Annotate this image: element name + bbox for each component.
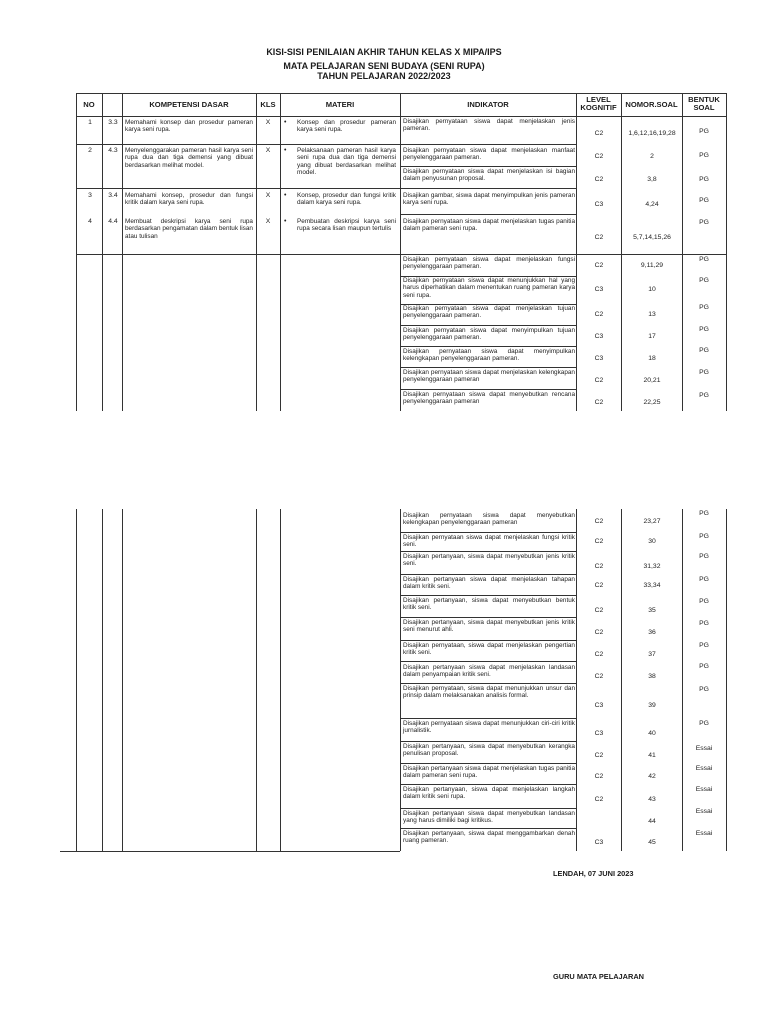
- nomor-soal: 37: [648, 651, 656, 658]
- indicator-separator: [400, 551, 576, 552]
- bentuk-soal: PG: [699, 176, 709, 183]
- level-kognitif: C3: [594, 333, 604, 340]
- header-bentuk: BENTUK: [688, 95, 720, 104]
- nomor-soal: 5,7,14,15,26: [633, 234, 671, 241]
- level-kognitif: C2: [594, 262, 604, 269]
- level-kognitif: C2: [594, 176, 604, 183]
- row-separator: [76, 188, 400, 189]
- bentuk-soal: PG: [699, 642, 709, 649]
- bentuk-soal: Essai: [695, 808, 713, 815]
- bentuk-soal: Essai: [695, 830, 713, 837]
- column-line: [122, 93, 123, 411]
- level-kognitif: C2: [594, 773, 604, 780]
- header-kompetensi-dasar: KOMPETENSI DASAR: [149, 100, 229, 109]
- column-line: [76, 509, 77, 851]
- indicator-separator: [400, 254, 576, 255]
- indicator-separator: [400, 640, 576, 641]
- kls-value: X: [265, 147, 271, 154]
- indicator-separator: [400, 188, 576, 189]
- bentuk-soal: PG: [699, 347, 709, 354]
- bentuk-soal: PG: [699, 197, 709, 204]
- indicator-separator: [400, 784, 576, 785]
- level-kognitif: C2: [594, 130, 604, 137]
- indicator-separator: [400, 389, 576, 390]
- indicator-text: Disajikan pernyataan siswa dapat menjelaskan manfaat penyelenggaraan pameran.: [403, 147, 575, 162]
- level-kognitif: C3: [594, 839, 604, 846]
- nomor-soal: 44: [648, 818, 656, 825]
- signature-date: LENDAH, 07 JUNI 2023: [553, 869, 634, 878]
- indicator-separator: [400, 325, 576, 326]
- nomor-soal: 22,25: [643, 399, 661, 406]
- header-indikator: INDIKATOR: [467, 100, 509, 109]
- level-kognitif: C3: [594, 702, 604, 709]
- kd-text: Memahami konsep dan prosedur pameran karya seni rupa.: [125, 119, 253, 134]
- indicator-separator: [400, 808, 576, 809]
- indicator-separator: [400, 144, 576, 145]
- header-nomor-soal: NOMOR.SOAL: [625, 100, 678, 109]
- level-kognitif: C2: [594, 377, 604, 384]
- level-kognitif: C2: [594, 607, 604, 614]
- column-line: [576, 93, 577, 411]
- nomor-soal: 1,6,12,16,19,28: [628, 130, 676, 137]
- column-line: [280, 509, 281, 851]
- kd-number: 4.3: [108, 147, 118, 154]
- row-separator: [76, 144, 400, 145]
- indicator-separator: [400, 346, 576, 347]
- bentuk-soal: PG: [699, 576, 709, 583]
- bentuk-soal: PG: [699, 369, 709, 376]
- document-title: KISI-SISI PENILAIAN AKHIR TAHUN KELAS X MIPA/IPS: [266, 47, 502, 57]
- nomor-soal: 40: [648, 730, 656, 737]
- kd-number: 3.4: [108, 192, 118, 199]
- kls-value: X: [265, 218, 271, 225]
- level-kognitif: C2: [594, 518, 604, 525]
- indicator-text: Disajikan pertanyaan, siswa dapat menjelaskan langkah dalam kritik seni rupa.: [403, 786, 575, 801]
- indicator-separator: [400, 166, 576, 167]
- bentuk-soal: PG: [699, 277, 709, 284]
- indicator-text: Disajikan gambar, siswa dapat menyimpulkan jenis pameran karya seni rupa.: [403, 192, 575, 207]
- bentuk-soal: PG: [699, 533, 709, 540]
- indicator-text: Disajikan pernyataan siswa dapat menjelaskan tujuan penyelenggaraan pameran.: [403, 305, 575, 320]
- bentuk-soal: Essai: [695, 745, 713, 752]
- indicator-text: Disajikan pernyataan siswa dapat menjelaskan kelengkapan penyelenggaraan pameran: [403, 369, 575, 384]
- bentuk-soal: PG: [699, 304, 709, 311]
- level-kognitif: C2: [594, 153, 604, 160]
- nomor-soal: 38: [648, 673, 656, 680]
- indicator-text: Disajikan pernyataan siswa dapat menunjukkan hal yang harus diperhatikan dalam menentukan ruang pameran karya seni rupa.: [403, 277, 575, 299]
- page2-bottom-line: [60, 851, 400, 852]
- bentuk-soal: PG: [699, 392, 709, 399]
- nomor-soal: 31,32: [643, 563, 661, 570]
- column-line: [122, 509, 123, 851]
- column-line: [400, 509, 401, 851]
- table-top-border: [76, 93, 727, 94]
- indicator-text: Disajikan pernyataan siswa dapat menjelaskan isi bagian dalam penyusunan proposal.: [403, 168, 575, 183]
- nomor-soal: 18: [648, 355, 656, 362]
- nomor-soal: 4,24: [645, 201, 659, 208]
- indicator-separator: [400, 661, 576, 662]
- indicator-separator: [400, 828, 576, 829]
- row-number: 4: [88, 218, 92, 225]
- indicator-text: Disajikan pernyataan siswa dapat menunjukkan ciri-ciri kritik jurnalistik.: [403, 720, 575, 735]
- level-kognitif: C3: [594, 355, 604, 362]
- column-line: [102, 509, 103, 851]
- nomor-soal: 13: [648, 311, 656, 318]
- nomor-soal: 41: [648, 752, 656, 759]
- indicator-text: Disajikan pernyataan siswa dapat menyebutkan rencana penyelenggaraan pameran: [403, 391, 575, 406]
- column-line: [726, 509, 727, 851]
- level-kognitif: C2: [594, 651, 604, 658]
- indicator-separator: [400, 532, 576, 533]
- indicator-text: Disajikan pernyataan siswa dapat menyimpulkan kelengkapan penyelenggaraan pameran.: [403, 348, 575, 363]
- header-materi: MATERI: [325, 100, 355, 109]
- indicator-separator: [400, 763, 576, 764]
- indicator-text: Disajikan pertanyaan siswa dapat menjelaskan landasan dalam penyampaian kritik seni.: [403, 664, 575, 679]
- indicator-text: Disajikan pernyataan siswa dapat menyimpulkan tujuan penyelenggaraan pameran.: [403, 327, 575, 342]
- indicator-text: Disajikan pernyataan siswa dapat menjelaskan fungsi kritik seni.: [403, 534, 575, 549]
- bentuk-soal: PG: [699, 553, 709, 560]
- kd-text: Memahami konsep, prosedur dan fungsi kritik dalam karya seni rupa.: [125, 192, 253, 207]
- nomor-soal: 42: [648, 773, 656, 780]
- level-kognitif: C3: [594, 201, 604, 208]
- kls-value: X: [265, 119, 271, 126]
- indicator-separator: [400, 617, 576, 618]
- kd-text: Membuat deskripsi karya seni rupa berdasarkan pengamatan dalam bentuk lisan atau tulisan: [125, 218, 253, 240]
- materi-text: Pelaksanaan pameran hasil karya seni rupa dua dan tiga demensi yang dibuat berdasarkan melihat model.: [297, 147, 396, 176]
- bentuk-soal: PG: [699, 219, 709, 226]
- bentuk-soal: PG: [699, 326, 709, 333]
- header-bottom-border: [76, 116, 727, 117]
- level-kognitif: C2: [594, 673, 604, 680]
- bullet-icon: •: [284, 119, 287, 126]
- indicator-text: Disajikan pertanyaan, siswa dapat menyebutkan jenis kritik seni.: [403, 553, 575, 568]
- nomor-soal: 3,8: [647, 176, 657, 183]
- bentuk-soal: Essai: [695, 786, 713, 793]
- indicator-separator: [400, 214, 576, 215]
- level-kognitif: C2: [594, 399, 604, 406]
- nomor-soal: 10: [648, 286, 656, 293]
- column-line: [76, 93, 77, 411]
- bentuk-soal: PG: [699, 620, 709, 627]
- indicator-separator: [400, 367, 576, 368]
- nomor-soal: 45: [648, 839, 656, 846]
- level-kognitif: C2: [594, 234, 604, 241]
- header-kls: KLS: [260, 100, 276, 109]
- bentuk-soal: PG: [699, 720, 709, 727]
- nomor-soal: 39: [648, 702, 656, 709]
- level-kognitif: C3: [594, 730, 604, 737]
- bullet-icon: •: [284, 218, 287, 225]
- indicator-text: Disajikan pernyataan siswa dapat menjelaskan jenis pameran.: [403, 118, 575, 133]
- indicator-separator: [400, 683, 576, 684]
- row-number: 1: [88, 119, 92, 126]
- bentuk-soal: PG: [699, 128, 709, 135]
- indicator-text: Disajikan pertanyaan, siswa dapat menyebutkan kerangka penulisan proposal.: [403, 743, 575, 758]
- materi-text: Pembuatan deskripsi karya seni rupa secara lisan maupun tertulis: [297, 218, 396, 233]
- level-kognitif: C2: [594, 629, 604, 636]
- column-line: [256, 93, 257, 411]
- signature-teacher-label: GURU MATA PELAJARAN: [553, 972, 645, 981]
- bentuk-soal: PG: [699, 256, 709, 263]
- bentuk-soal: Essai: [695, 765, 713, 772]
- indicator-text: Disajikan pernyataan siswa dapat menjelaskan fungsi penyelenggaraan pameran.: [403, 256, 575, 271]
- level-kognitif: C2: [594, 538, 604, 545]
- header-kognitif: KOGNITIF: [580, 103, 617, 112]
- bentuk-soal: PG: [699, 510, 709, 517]
- nomor-soal: 33,34: [643, 582, 661, 589]
- indicator-text: Disajikan pernyataan siswa dapat menjelaskan tugas panitia dalam pameran seni rupa.: [403, 218, 575, 233]
- header-soal: SOAL: [693, 103, 715, 112]
- level-kognitif: C2: [594, 796, 604, 803]
- bentuk-soal: PG: [699, 686, 709, 693]
- column-line: [280, 93, 281, 411]
- level-kognitif: C3: [594, 286, 604, 293]
- indicator-separator: [400, 718, 576, 719]
- indicator-text: Disajikan pertanyaan, siswa dapat menyebutkan jenis kritik seni menurut ahli.: [403, 619, 575, 634]
- level-kognitif: C2: [594, 752, 604, 759]
- bullet-icon: •: [284, 147, 287, 154]
- level-kognitif: C2: [594, 563, 604, 570]
- indicator-text: Disajikan pertanyaan siswa dapat menjelaskan tugas panitia dalam pameran seni rupa.: [403, 765, 575, 780]
- nomor-soal: 2: [650, 153, 654, 160]
- row-number: 2: [88, 147, 92, 154]
- level-kognitif: C2: [594, 311, 604, 318]
- indicator-separator: [400, 741, 576, 742]
- level-kognitif: C2: [594, 582, 604, 589]
- indicator-text: Disajikan pertanyaan, siswa dapat menyebutkan bentuk kritik seni.: [403, 597, 575, 612]
- column-line: [400, 93, 401, 411]
- row-number: 3: [88, 192, 92, 199]
- bullet-icon: •: [284, 192, 287, 199]
- indicator-text: Disajikan pertanyaan, siswa dapat menggambarkan denah ruang pameran.: [403, 830, 575, 845]
- bentuk-soal: PG: [699, 663, 709, 670]
- column-line: [682, 93, 683, 411]
- indicator-separator: [400, 595, 576, 596]
- nomor-soal: 43: [648, 796, 656, 803]
- indicator-text: Disajikan pertanyaan siswa dapat menyebutkan landasan yang harus dimiliki bagi kritikus.: [403, 810, 575, 825]
- kls-value: X: [265, 192, 271, 199]
- indicator-separator: [400, 574, 576, 575]
- indicator-text: Disajikan pernyataan, siswa dapat menjelaskan pengertian kritik seni.: [403, 642, 575, 657]
- document-subject: MATA PELAJARAN SENI BUDAYA (SENI RUPA): [283, 61, 485, 71]
- indicator-text: Disajikan pertanyaan siswa dapat menjelaskan tahapan dalam kritik seni.: [403, 576, 575, 591]
- nomor-soal: 36: [648, 629, 656, 636]
- kd-number: 3.3: [108, 119, 118, 126]
- column-line: [621, 93, 622, 411]
- nomor-soal: 20,21: [643, 377, 661, 384]
- materi-text: Konsep dan prosedur pameran karya seni rupa.: [297, 119, 396, 134]
- kd-number: 4.4: [108, 218, 118, 225]
- bentuk-soal: PG: [699, 152, 709, 159]
- column-line: [682, 509, 683, 851]
- nomor-soal: 23,27: [643, 518, 661, 525]
- column-line: [621, 509, 622, 851]
- header-no: NO: [83, 100, 95, 109]
- nomor-soal: 35: [648, 607, 656, 614]
- indicator-text: Disajikan pernyataan siswa dapat menyebutkan kelengkapan penyelenggaraan pameran: [403, 512, 575, 527]
- header-level: LEVEL: [586, 95, 611, 104]
- column-line: [576, 509, 577, 851]
- nomor-soal: 17: [648, 333, 656, 340]
- indicator-text: Disajikan pernyataan, siswa dapat menunjukkan unsur dan prinsip dalam melaksanakan analisis formal.: [403, 685, 575, 700]
- kd-text: Menyelenggarakan pameran hasil karya seni rupa dua dan tiga demensi yang dibuat berdasarkan melihat model.: [125, 147, 253, 169]
- column-line: [726, 93, 727, 411]
- nomor-soal: 9,11,29: [640, 262, 664, 269]
- materi-text: Konsep, prosedur dan fungsi kritik dalam karya seni rupa.: [297, 192, 396, 207]
- nomor-soal: 30: [648, 538, 656, 545]
- document-year: TAHUN PELAJARAN 2022/2023: [317, 71, 451, 81]
- bentuk-soal: PG: [699, 598, 709, 605]
- column-line: [256, 509, 257, 851]
- column-line: [102, 93, 103, 411]
